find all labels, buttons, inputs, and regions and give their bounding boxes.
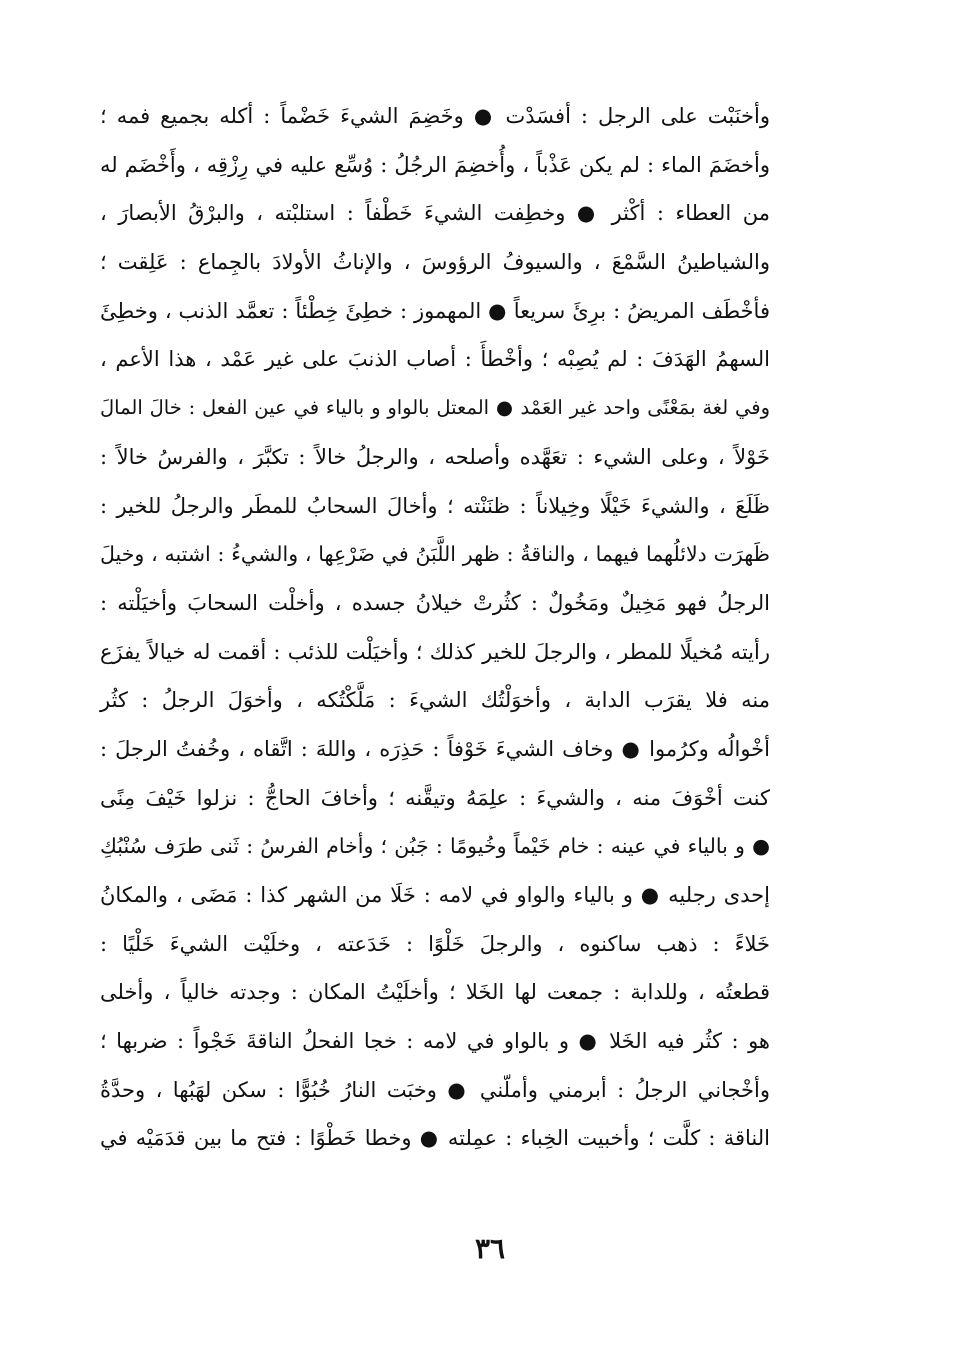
text-line-6: السهمُ الهَدَفَ : لم يُصِبْه ؛ وأخْطأَ : أصاب الذنبَ على غير عَمْد ، هذا الأعم ، — [100, 347, 770, 372]
text-line-22: الناقة : كلَّت ؛ وأخبيت الخِباء : عمِلته ● وخطا خَطْوًا : فتح ما بين قدَمَيْه في — [100, 1126, 770, 1151]
text-line-3: من العطاء : أكْثر ● وخطِفت الشيءَ خَطْفاً : استلبْته ، والبرْقُ الأبصارَ ، — [100, 201, 770, 226]
text-line-14: أخْوالُه وكرُموا ● وخاف الشيءَ خَوْفاً : حَذِرَه ، واللهَ : اتَّقاه ، وخُفتُ الرجلَ : — [100, 736, 770, 761]
text-line-9: ظَلَعَ ، والشيءَ خَيْلًا وخِيلاناً : ظنَنْته ؛ وأخالَ السحابُ للمطَر والرجلُ للخير : — [100, 493, 770, 518]
page-number: ٣٦ — [474, 1232, 506, 1265]
text-line-8: خَوْلاً ، وعلى الشيء : تعَهَّده وأصلحه ، والرجلُ خالاً : تكبَّرَ ، والفرسُ خالاً : — [100, 444, 770, 469]
text-line-16: ● و بالياء في عينه : خام خَيْماً وخُيومًا : جَبُن ؛ وأخام الفرسُ : ثَنى طرَف سُنْبُكِ — [100, 834, 770, 859]
text-line-7: وفي لغة بمَعْنًى واحد غير العَمْد ● المعتل بالواو و بالياء في عين الفعل : خالَ المالَ — [100, 396, 770, 420]
text-line-11: الرجلُ فهو مَخِيلٌ ومَخُولٌ : كثُرتْ خيلانُ جسده ، وأخلْت السحابَ وأخيَلْته : — [100, 590, 770, 615]
text-line-21: وأخْجاني الرجلُ : أبرمني وأملّني ● وخبَت النارُ خُبُوًّا : سكن لهَبُها ، وحدَّةُ — [100, 1077, 770, 1102]
text-line-2: وأخضَمَ الماء : لم يكن عَذْباً ، وأُخضِمَ الرجُلُ : وُسِّع عليه في رِزْقِه ، وأَخْضَم له — [100, 152, 770, 177]
text-line-4: والشياطينُ السَّمْعَ ، والسيوفُ الرؤوسَ ، والإناثُ الأولادَ بالجِماع : عَلِقت ؛ — [100, 250, 770, 275]
text-line-5: فأخْطَف المريضُ : برِئَ سريعاً ● المهموز : خطِئَ خِطْئاً : تعمَّد الذنب ، وخطِئَ — [100, 298, 770, 323]
text-line-1: وأخنَبْت على الرجل : أفسَدْت ● وخَضِمَ الشيءَ خَضْماً : أكله بجميع فمه ؛ — [100, 104, 770, 128]
text-line-20: هو : كثُر فيه الخَلا ● و بالواو في لامه : خجا الفحلُ الناقةَ خَجْواً : ضربها ؛ — [100, 1029, 770, 1054]
text-line-13: منه فلا يقرَب الدابة ، وأخوَلْتُك الشيءَ : مَلَّكْتُكه ، وأخوَلَ الرجلُ : كثُر — [100, 688, 770, 713]
text-line-12: رأيته مُخيلًا للمطر ، والرجلَ للخير كذلك ؛ وأخيَلْت للذئب : أقمت له خيالاً يفزَع — [100, 639, 770, 664]
text-line-17: إحدى رجليه ● و بالياء والواو في لامه : خَلَا من الشهر كذا : مَضَى ، والمكانُ — [100, 883, 770, 907]
text-line-19: قطعتُه ، وللدابة : جمعت لها الخَلا ؛ وأخلَيْتُ المكان : وجدته خالياً ، وأخلى — [100, 980, 770, 1005]
body-text — [100, 92, 770, 1163]
text-line-10: ظَهرَت دلائلُهما فيهما ، والناقةُ : ظهر اللَّبَنُ في ضَرْعِها ، والشيءُ : اشتبه ، وخيلَ — [100, 542, 770, 567]
text-line-18: خَلاءً : ذهب ساكنوه ، والرجلَ خَلْوًا : خَدَعته ، وخلَيْت الشيءَ خَلْيًا : — [100, 931, 770, 956]
text-line-15: كنت أخْوَفَ منه ، والشيءَ : علِمَهُ وتيقَّنه ؛ وأخافَ الحاجُّ : نزلوا خَيْفَ مِنًى — [100, 785, 770, 810]
